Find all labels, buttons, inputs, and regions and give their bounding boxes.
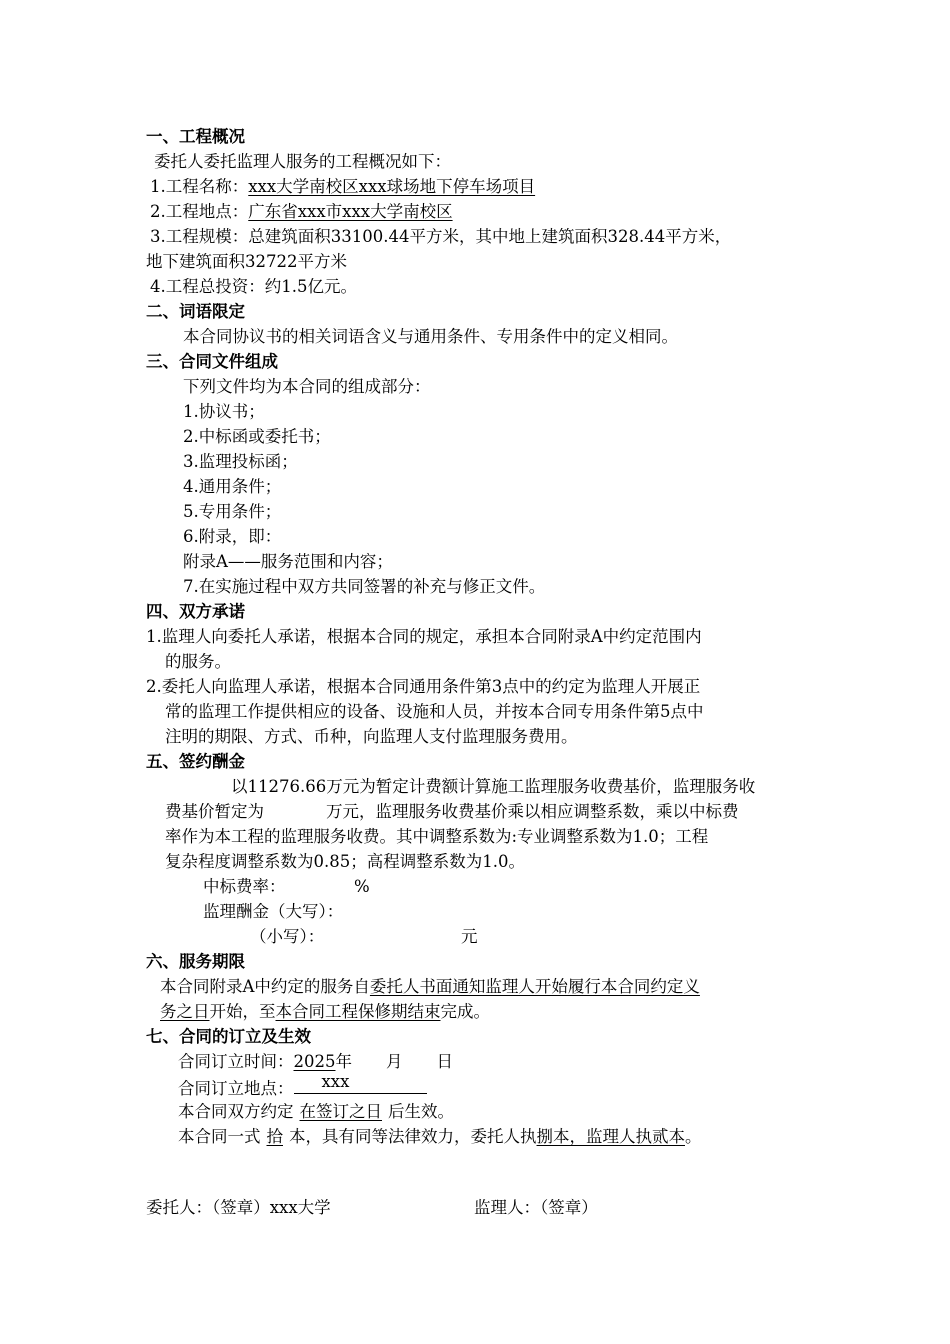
service-end-condition: 本合同工程保修期结束	[275, 1002, 441, 1021]
section-2-heading: 二、词语限定	[146, 302, 245, 321]
signing-time-label: 合同订立时间：	[178, 1052, 294, 1071]
signing-place-line	[178, 1072, 427, 1101]
project-investment: 4.工程总投资：约1.5亿元。	[150, 277, 357, 296]
service-period-mid-text: 开始，至	[209, 1002, 276, 1021]
copies-split: 捌本，监理人执贰本	[536, 1127, 685, 1146]
section-5-heading: 五、签约酬金	[146, 752, 245, 771]
appendix-a-item: 附录A——服务范围和内容；	[183, 552, 393, 571]
project-name-value: xxx大学南校区xxx球场地下停车场项目	[248, 177, 536, 196]
document-item-2: 2.中标函或委托书；	[183, 427, 331, 446]
bid-rate-label: 中标费率：	[203, 877, 286, 896]
effective-text-end: 后生效。	[388, 1102, 454, 1121]
copies-count: 拾	[266, 1127, 283, 1146]
copies-line	[178, 1125, 702, 1149]
fee-lower-label: （小写）：	[250, 927, 325, 946]
section-3-intro: 下列文件均为本合同的组成部分：	[183, 377, 431, 396]
project-site-label: 2.工程地点：	[150, 202, 249, 221]
copies-text-mid: 本，具有同等法律效力，委托人执	[289, 1127, 537, 1146]
fee-upper-label: 监理酬金（大写）：	[203, 902, 344, 921]
service-period-line-1	[160, 975, 700, 999]
section-1-heading: 一、工程概况	[146, 127, 245, 146]
service-start-condition: 委托人书面通知监理人开始履行本合同约定义	[369, 977, 700, 996]
day-unit: 日	[436, 1052, 453, 1071]
service-period-start-text: 本合同附录A中约定的服务自	[160, 977, 370, 996]
project-scale-line-2: 地下建筑面积32722平方米	[146, 252, 347, 271]
project-scale-line-1: 3.工程规模：总建筑面积33100.44平方米，其中地上建筑面积328.44平方米，	[150, 227, 732, 246]
fee-line-3: 率作为本工程的监理服务收费。其中调整系数为:专业调整系数为1.0；工程	[165, 827, 709, 846]
year-unit: 年	[335, 1052, 352, 1071]
section-4-heading: 四、双方承诺	[146, 602, 245, 621]
fee-line-4: 复杂程度调整系数为0.85；高程调整系数为1.0。	[165, 852, 525, 871]
document-item-6: 6.附录，即：	[183, 527, 282, 546]
copies-text-end: 。	[685, 1127, 702, 1146]
promise-2-line-1: 2.委托人向监理人承诺，根据本合同通用条件第3点中的约定为监理人开展正	[146, 677, 701, 696]
effective-line	[178, 1100, 454, 1124]
section-2-text: 本合同协议书的相关词语含义与通用条件、专用条件中的定义相同。	[183, 327, 678, 346]
section-1-intro: 委托人委托监理人服务的工程概况如下：	[154, 152, 451, 171]
service-start-condition-end: 务之日	[160, 1002, 210, 1021]
promise-1-line-2: 的服务。	[165, 652, 231, 671]
month-unit: 月	[386, 1052, 403, 1071]
project-name-label: 1.工程名称：	[150, 177, 249, 196]
fee-line-1: 以11276.66万元为暂定计费额计算施工监理服务收费基价，监理服务收	[231, 777, 756, 796]
section-3-heading: 三、合同文件组成	[146, 352, 278, 371]
promise-1-line-1: 1.监理人向委托人承诺，根据本合同的规定，承担本合同附录A中约定范围内	[146, 627, 702, 646]
fee-line-2	[165, 800, 739, 824]
signing-place-value: xxx	[321, 1072, 350, 1091]
effective-condition: 在签订之日	[299, 1102, 382, 1121]
bid-rate-unit: %	[354, 877, 370, 896]
service-period-end-text: 完成。	[440, 1002, 490, 1021]
effective-text-start: 本合同双方约定	[178, 1102, 294, 1121]
document-item-5: 5.专用条件；	[183, 502, 282, 521]
signing-place-label: 合同订立地点：	[178, 1079, 294, 1098]
copies-text-start: 本合同一式	[178, 1127, 261, 1146]
project-name-line	[150, 175, 535, 199]
project-site-line	[150, 200, 453, 224]
signing-year: 2025	[293, 1052, 336, 1071]
document-item-4: 4.通用条件；	[183, 477, 282, 496]
signing-time-line	[178, 1050, 453, 1074]
client-signature: 委托人：（签章）xxx大学	[146, 1198, 331, 1217]
document-item-1: 1.协议书；	[183, 402, 265, 421]
signing-place-field	[294, 1072, 427, 1094]
document-item-3: 3.监理投标函；	[183, 452, 298, 471]
fee-line-2-start: 费基价暂定为	[165, 802, 264, 821]
promise-2-line-2: 常的监理工作提供相应的设备、设施和人员，并按本合同专用条件第5点中	[165, 702, 704, 721]
fee-line-2-end: 万元，监理服务收费基价乘以相应调整系数，乘以中标费	[326, 802, 739, 821]
fee-unit: 元	[461, 927, 478, 946]
document-item-7: 7.在实施过程中双方共同签署的补充与修正文件。	[183, 577, 546, 596]
promise-2-line-3: 注明的期限、方式、币种，向监理人支付监理服务费用。	[165, 727, 578, 746]
project-site-value: 广东省xxx市xxx大学南校区	[248, 202, 453, 221]
section-6-heading: 六、服务期限	[146, 952, 245, 971]
supervisor-signature: 监理人：（签章）	[474, 1198, 598, 1217]
section-7-heading: 七、合同的订立及生效	[146, 1027, 311, 1046]
service-period-line-2	[160, 1000, 490, 1024]
